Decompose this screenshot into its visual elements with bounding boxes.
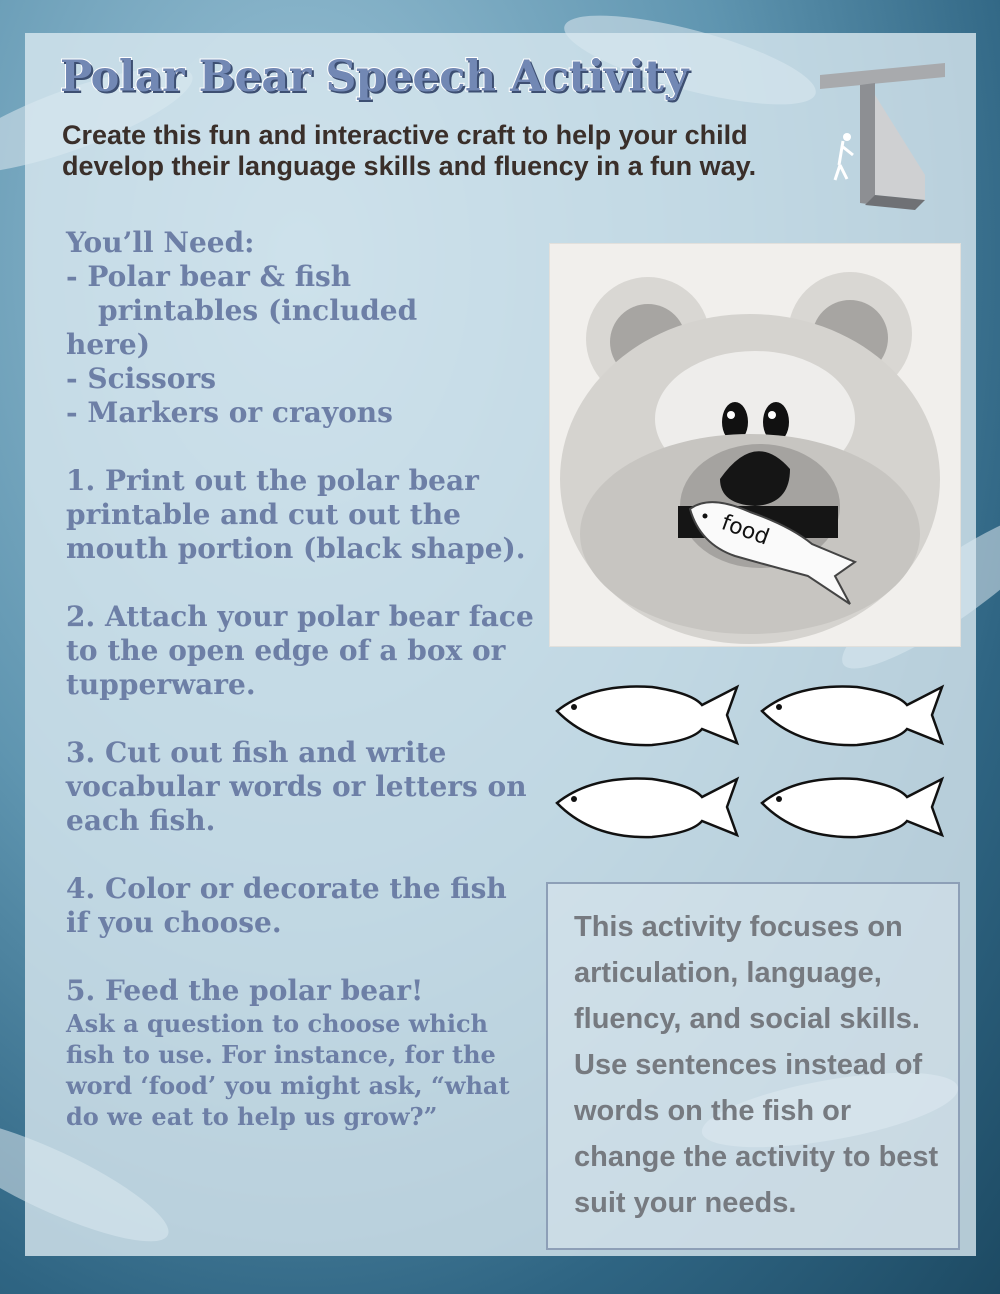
bear-fish-word: food (718, 510, 773, 551)
info-text: This activity focuses on articulation, language, fluency, and social skills. Use sentences instead of words on the fish or change the activity to best suit your needs. (574, 911, 939, 1219)
needs-item-markers: - Markers or crayons (66, 396, 393, 429)
polar-bear-face-icon (550, 244, 960, 646)
intro-text: Create this fun and interactive craft to help your child develop their language skills and fluency in a fun way. (62, 120, 757, 181)
step-5-heading: 5. Feed the polar bear! (66, 974, 424, 1007)
needs-item-printables (66, 260, 536, 362)
instructions (66, 226, 536, 1132)
step-1: 1. Print out the polar bear printable and cut out the mouth portion (black shape). (66, 464, 526, 565)
polar-bear-craft-photo (549, 243, 961, 647)
needs-item-line: printables (included (98, 294, 418, 327)
step-3: 3. Cut out fish and write vocabular words or letters on each fish. (66, 736, 527, 837)
step-2: 2. Attach your polar bear face to the open edge of a box or tupperware. (66, 600, 534, 701)
fish-outline-icon (557, 687, 737, 746)
fish-outline-icon (762, 687, 942, 746)
step-5-body: Ask a question to choose which fish to use. For instance, for the word ‘food’ you might ask, “what do we eat to help us grow?” (66, 1009, 510, 1131)
page-title: Polar Bear Speech Activity (60, 52, 689, 102)
needs-item-line: here) (66, 328, 150, 361)
needs-item-line: - Polar bear & fish (66, 260, 352, 293)
needs-heading: You’ll Need: (66, 226, 255, 259)
fish-outline-icon (762, 779, 942, 838)
fish-outline-icon (557, 779, 737, 838)
info-box (546, 882, 960, 1250)
step-4: 4. Color or decorate the fish if you choose. (66, 872, 507, 939)
needs-item-scissors: - Scissors (66, 362, 216, 395)
teeter-logo-icon (815, 55, 950, 210)
fish-cutouts (552, 675, 952, 845)
